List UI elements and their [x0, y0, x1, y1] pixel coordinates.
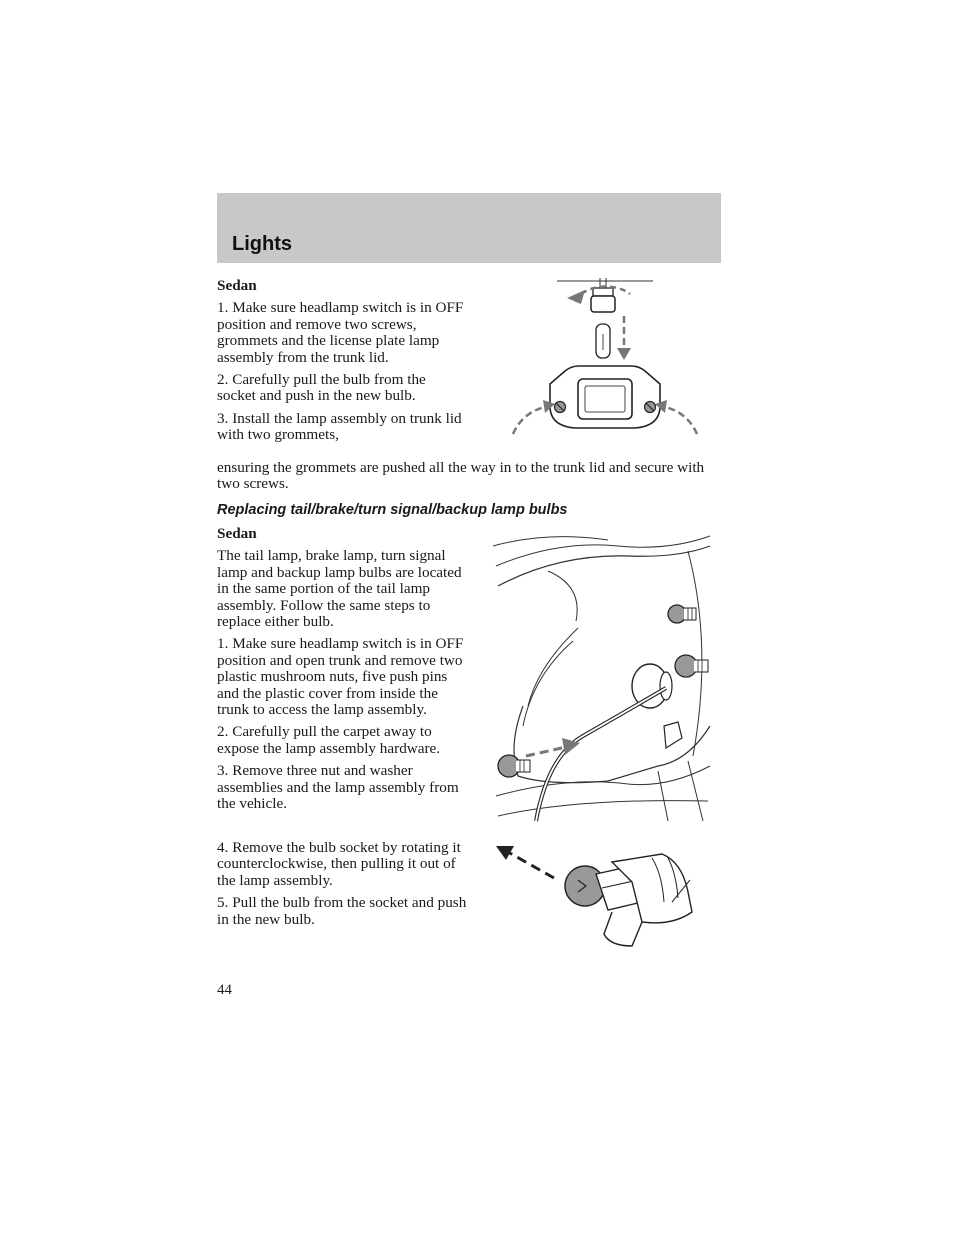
sedan-heading-1: Sedan: [217, 277, 257, 294]
license-step-3b: ensuring the grommets are pushed all the way in to the trunk lid and secure with two screws.: [217, 459, 705, 493]
tail-lamp-text: [217, 526, 472, 819]
section-header-band: [217, 193, 721, 263]
tail-lamp-assembly-illustration: [488, 526, 714, 828]
license-step-2: 2. Carefully pull the bulb from the socket and push in the new bulb.: [217, 371, 426, 405]
tail-step-1: 1. Make sure headlamp switch is in OFF position and open trunk and remove two plastic mushroom nuts, five push pins and the plastic cover from inside the trunk to access the lamp assembly.: [217, 635, 464, 719]
tail-step-4: 4. Remove the bulb socket by rotating it counterclockwise, then pulling it out of the lamp assembly.: [217, 839, 461, 889]
tail-lamp-subheading: Replacing tail/brake/turn signal/backup lamp bulbs: [217, 502, 568, 518]
tail-lamp-intro: The tail lamp, brake lamp, turn signal lamp and backup lamp bulbs are located in the same portion of the tail lamp assembly. Follow the same steps to replace either bulb.: [217, 547, 462, 631]
section-title: Lights: [232, 233, 292, 255]
license-step-1: 1. Make sure headlamp switch is in OFF position and remove two screws, grommets and the license plate lamp assembly from the trunk lid.: [217, 299, 464, 366]
license-plate-lamp-illustration: [505, 276, 705, 441]
tail-step-3: 3. Remove three nut and washer assemblies and the lamp assembly from the vehicle.: [217, 762, 459, 813]
license-lamp-text: [217, 278, 467, 444]
tail-step-2: 2. Carefully pull the carpet away to expose the lamp assembly hardware.: [217, 723, 441, 757]
tail-step-5: 5. Pull the bulb from the socket and push in the new bulb.: [217, 894, 467, 928]
sedan-heading-2: Sedan: [217, 525, 257, 542]
page-number: 44: [217, 982, 232, 998]
bulb-socket-illustration: [492, 842, 698, 954]
bulb-removal-text: [217, 840, 472, 934]
license-step-3a: 3. Install the lamp assembly on trunk lid with two grommets,: [217, 409, 462, 444]
